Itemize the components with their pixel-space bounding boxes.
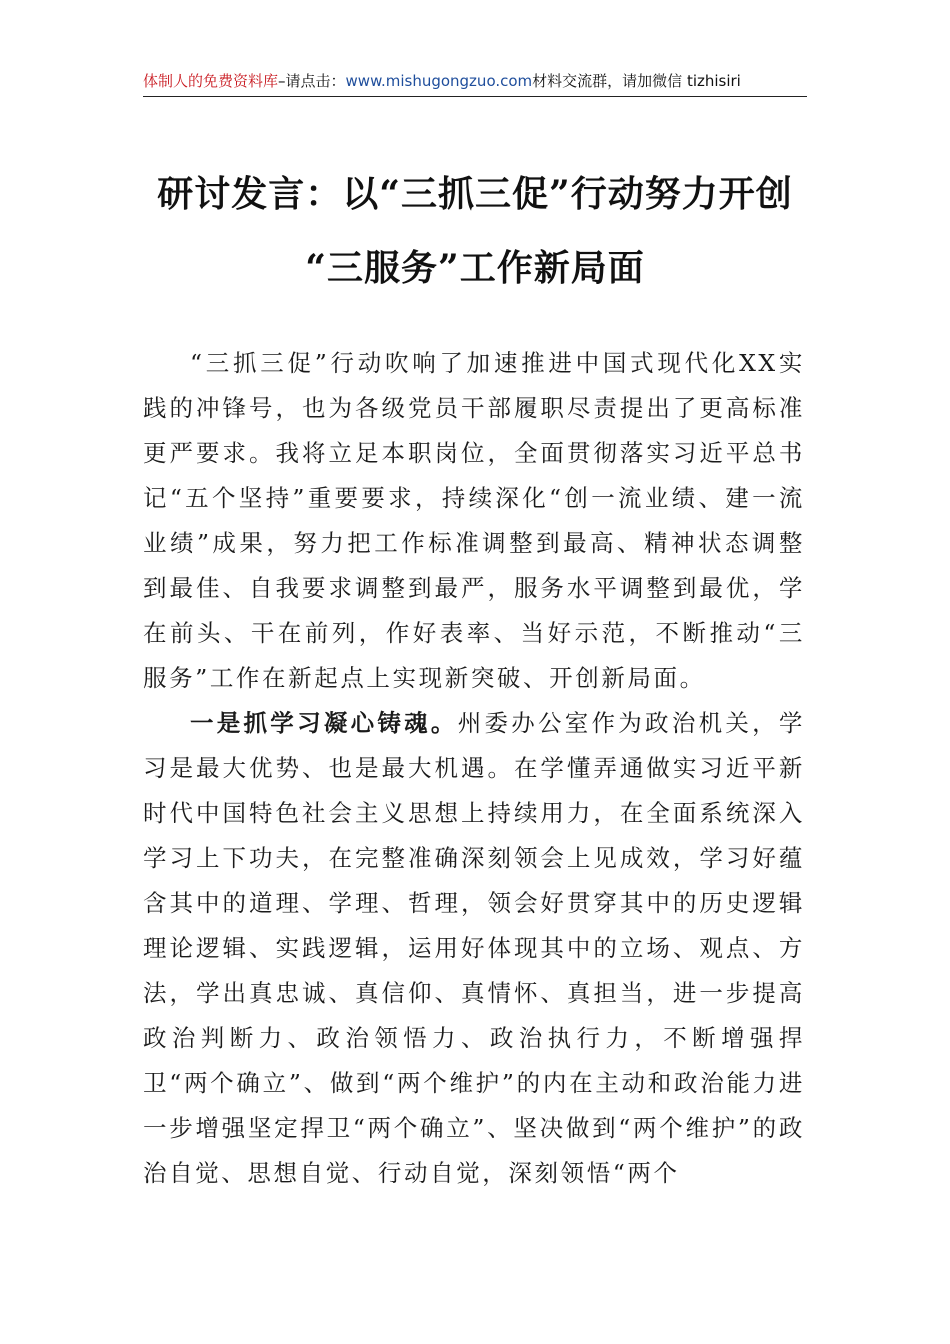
header-prompt: –请点击： xyxy=(278,72,346,90)
body-paragraph-1 xyxy=(143,341,805,701)
document-title-line-1: 研讨发言：以“三抓三促”行动努力开创 xyxy=(157,173,793,215)
paragraph-text: “三抓三促”行动吹响了加速推进中国式现代化XX实践的冲锋号，也为各级党员干部履职尽责提出了更高标准更严要求。我将立足本职岗位，全面贯彻落实习近平总书记“五个坚持”重要要求，持续深化“创一流业绩、建一流业绩”成果，努力把工作标准调整到最高、精神状态调整到最佳、自我要求调整到最严，服务水平调整到最优，学在前头、干在前列，作好表率、当好示范，不断推动“三服务”工作在新起点上实现新突破、开创新局面。 xyxy=(143,349,805,692)
page-header xyxy=(143,70,807,97)
header-link[interactable]: www.mishugongzuo.com xyxy=(345,72,533,90)
paragraph-text: 州委办公室作为政治机关，学习是最大优势、也是最大机遇。在学懂弄通做实习近平新时代中国特色社会主义思想上持续用力，在全面系统深入学习上下功夫，在完整准确深刻领会上见成效，学习好蕴含其中的道理、学理、哲理，领会好贯穿其中的历史逻辑理论逻辑、实践逻辑，运用好体现其中的立场、观点、方法，学出真忠诚、真信仰、真情怀、真担当，进一步提高政治判断力、政治领悟力、政治执行力，不断增强捍卫“两个确立”、做到“两个维护”的内在主动和政治能力进一步增强坚定捍卫“两个确立”、坚决做到“两个维护”的政治自觉、思想自觉、行动自觉，深刻领悟“两个 xyxy=(143,709,805,1187)
header-note: 材料交流群，请加微信 tizhisiri xyxy=(532,72,741,90)
body-paragraph-2 xyxy=(143,701,805,1196)
document-title-line-2: “三服务”工作新局面 xyxy=(305,247,645,289)
paragraph-lead: 一是抓学习凝心铸魂。 xyxy=(190,709,458,737)
header-brand: 体制人的免费资料库 xyxy=(143,72,279,90)
